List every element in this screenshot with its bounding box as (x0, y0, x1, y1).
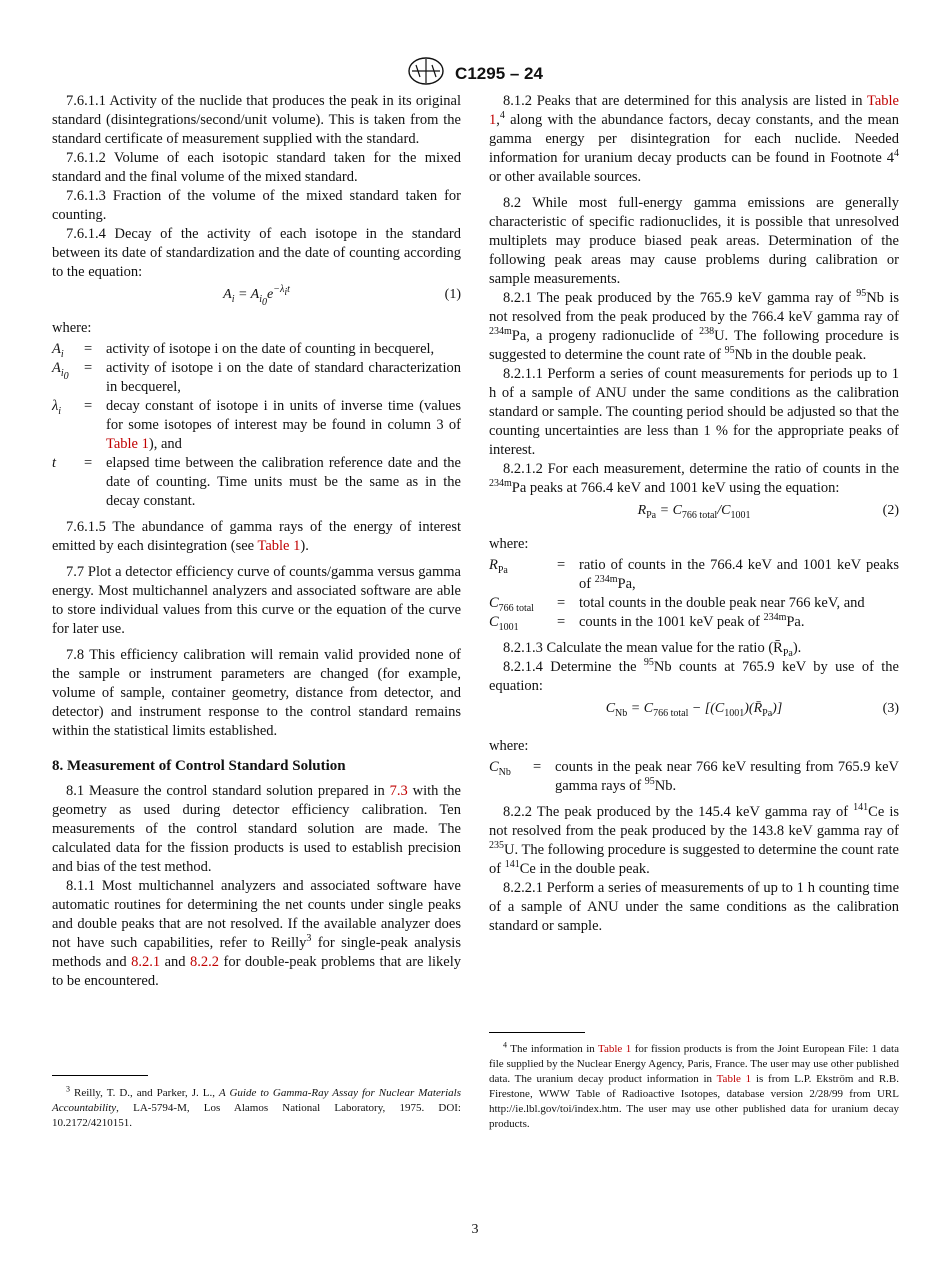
para-7-6-1-2: 7.6.1.2 Volume of each isotopic standard taken for the mixed standard and the final volume of the mixed standard. (52, 150, 461, 185)
para-7-6-1-5: 7.6.1.5 The abundance of gamma rays of the energy of interest emitted by each disintegration (see Table 1). (52, 519, 461, 554)
definition-row: $A_i$ = activity of isotope i on the date of counting in becquerel, (52, 341, 435, 360)
para-8-1: 8.1 Measure the control standard solution prepared in 7.3 with the geometry as used during detector efficiency calibration. Ten measurements of the control standard solution are made. The calculated data for the fission products is used to establish precision and bias of the test method. (52, 783, 461, 875)
equation-2: $R_{Pa} = C_{766 total}/C_{1001}$ (2) (637, 503, 899, 521)
definition-row: $R_{Pa}$ = ratio of counts in the 766.4 keV and 1001 keV peaks of $^{234m}$Pa, (489, 557, 899, 592)
para-7-6-1-1: 7.6.1.1 Activity of the nuclide that produces the peak in its original standard (disintegrations/second/unit volume). This is taken from the standard certificate of measurement supplied with the standard. (52, 93, 461, 147)
footnote-3: $^3$ Reilly, T. D., and Parker, J. L., A Guide to Gamma-Ray Assay for Nuclear Materials Accountability, LA-5794-M, Los Alamos National Laboratory, 1975. DOI: 10.2172/4210151. (52, 1084, 461, 1129)
section-8-2-2-link[interactable]: 8.2.2 (190, 954, 220, 970)
definition-row: $\lambda_i$ = decay constant of isotope i in units of inverse time (values for some isotopes of interest may be found in column 3 of Table 1), and (52, 398, 461, 452)
table-1-link[interactable]: Table 1 (257, 538, 301, 554)
where-label: where: (52, 320, 92, 336)
definition-row: t = elapsed time between the calibration reference date and the date of counting. Time units must be the same as in the decay constant. (52, 455, 461, 509)
symbol-definitions (489, 556, 899, 632)
para-8-2-1-2: 8.2.1.2 For each measurement, determine the ratio of counts in the $^{234m}$Pa peaks at 766.4 keV and 1001 keV using the equation: (489, 461, 899, 496)
definition-row: $C_{1001}$ = counts in the 1001 keV peak of $^{234m}$Pa. (489, 612, 805, 633)
equation-number: (3) (882, 701, 899, 716)
definition-row: $C_{Nb}$ = counts in the peak near 766 keV resulting from 765.9 keV gamma rays of $^{95}$Nb. (489, 759, 899, 794)
left-column (52, 92, 461, 991)
symbol-definitions (489, 758, 899, 796)
equation-number: (2) (882, 503, 899, 518)
footnote-rule (52, 1075, 148, 1076)
para-8-2-1-3: 8.2.1.3 Calculate the mean value for the ratio $(R̄_{Pa})$. (503, 640, 802, 659)
definition-row: $C_{766 total}$ = total counts in the double peak near 766 keV, and (489, 595, 865, 614)
table-1-link[interactable]: Table 1 (489, 93, 899, 128)
para-8-2: 8.2 While most full-energy gamma emissions are generally characteristic of specific radionuclides, it is possible that unresolved multiplets may produce biased peak areas. Determination of the following peak areas may cause problems during calibration or sample measurements. (489, 195, 899, 287)
table-1-link[interactable]: Table 1 (598, 1043, 632, 1055)
para-7-7: 7.7 Plot a detector efficiency curve of counts/gamma versus gamma energy. Most multichannel analyzers and associated software are able to store individual values from this curve or the equation of the curve for later use. (52, 564, 461, 637)
equation-3: $C_{Nb} = C_{766 total}$ − $[(C_{1001})(R̄_{Pa})]$ (3) (605, 701, 899, 719)
section-8-heading: 8. Measurement of Control Standard Solution (52, 758, 346, 774)
definition-row: $A_{i_0}$ = activity of isotope i on the date of standard characterization in becquerel, (52, 360, 461, 395)
footnote-4: $^4$ The information in Table 1 for fission products is from the Joint European File: 1 data file supplied by the Nuclear Energy Agency, Paris, France. The user may use other published data. The uranium decay product information in Table 1 is from L.P. Ekström and R.B. Firestone, WWW Table of Radioactive Isotopes, database version 2/28/99 from URL http://ie.lbl.gov/toi/index.htm. The user may use other published data for uranium decay products. (489, 1040, 900, 1130)
para-7-6-1-4: 7.6.1.4 Decay of the activity of each isotope in the standard between its date of standardization and the date of counting according to the equation: (52, 226, 461, 280)
standard-designation: C1295 – 24 (455, 63, 543, 83)
where-label: where: (489, 738, 529, 754)
para-8-2-2: 8.2.2 The peak produced by the 145.4 keV gamma ray of $^{141}$Ce is not resolved from the peak produced by the 143.8 keV gamma ray of $^{235}$U. The following procedure is suggested to determine the count rate of $^{141}$Ce in the double peak. (489, 802, 900, 877)
symbol-definitions (52, 340, 461, 511)
right-column (489, 92, 899, 936)
page-number: 3 (471, 1222, 479, 1237)
table-1-link[interactable]: Table 1 (106, 436, 149, 452)
para-8-1-1: 8.1.1 Most multichannel analyzers and associated software have automatic routines for determining the net counts under single peaks and double peaks that are not resolved. If the available analyzer does not have such capabilities, refer to Reilly$^3$ for single-peak analysis methods and 8.2.1 and 8.2.2 for double-peak problems that are likely to be encountered. (52, 878, 461, 989)
para-8-1-2: 8.1.2 Peaks that are determined for this analysis are listed in Table 1,$^4$ along with the abundance factors, decay constants, and the mean gamma energy per disintegration for each nuclide. Needed information for uranium decay products can be found in Footnote $4^4$ or other available sources. (489, 93, 899, 185)
footnote-rule (489, 1032, 585, 1033)
section-7-3-link[interactable]: 7.3 (389, 783, 408, 799)
equation-1: $A_i = A_{i_0}e^{-\lambda_it}$ (1) (223, 284, 461, 308)
page-header (0, 56, 950, 91)
para-8-2-1-4: 8.2.1.4 Determine the $^{95}$Nb counts at 765.9 keV by use of the equation: (489, 657, 899, 694)
astm-logo-icon (407, 56, 445, 91)
para-7-6-1-3: 7.6.1.3 Fraction of the volume of the mixed standard taken for counting. (52, 188, 461, 223)
para-8-2-2-1: 8.2.2.1 Perform a series of measurements of up to 1 h counting time of a sample of ANU under the same conditions as the calibration standard or sample. (489, 880, 899, 934)
table-1-link[interactable]: Table 1 (716, 1073, 752, 1085)
where-label: where: (489, 536, 529, 552)
section-8-2-1-link[interactable]: 8.2.1 (131, 954, 161, 970)
para-8-2-1-1: 8.2.1.1 Perform a series of count measurements for periods up to 1 h of a sample of ANU under the same conditions as the calibration standard or sample. The counting period should be adjusted so that the counting uncertainties are less than 1 % for the appropriate peaks of interest. (489, 366, 899, 458)
equation-number: (1) (444, 287, 461, 302)
para-7-8: 7.8 This efficiency calibration will remain valid provided none of the sample or instrument parameters are changed (for example, volume of sample, container geometry, distance from detector, and detector) and instrument response to the control standard remains within the statistical limits established. (52, 647, 461, 739)
para-8-2-1: 8.2.1 The peak produced by the 765.9 keV gamma ray of $^{95}$Nb is not resolved from the peak produced by the 766.4 keV gamma ray of $^{234m}$Pa, a progeny radionuclide of $^{238}$U. The following procedure is suggested to determine the count rate of $^{95}$Nb in the double peak. (489, 288, 900, 363)
